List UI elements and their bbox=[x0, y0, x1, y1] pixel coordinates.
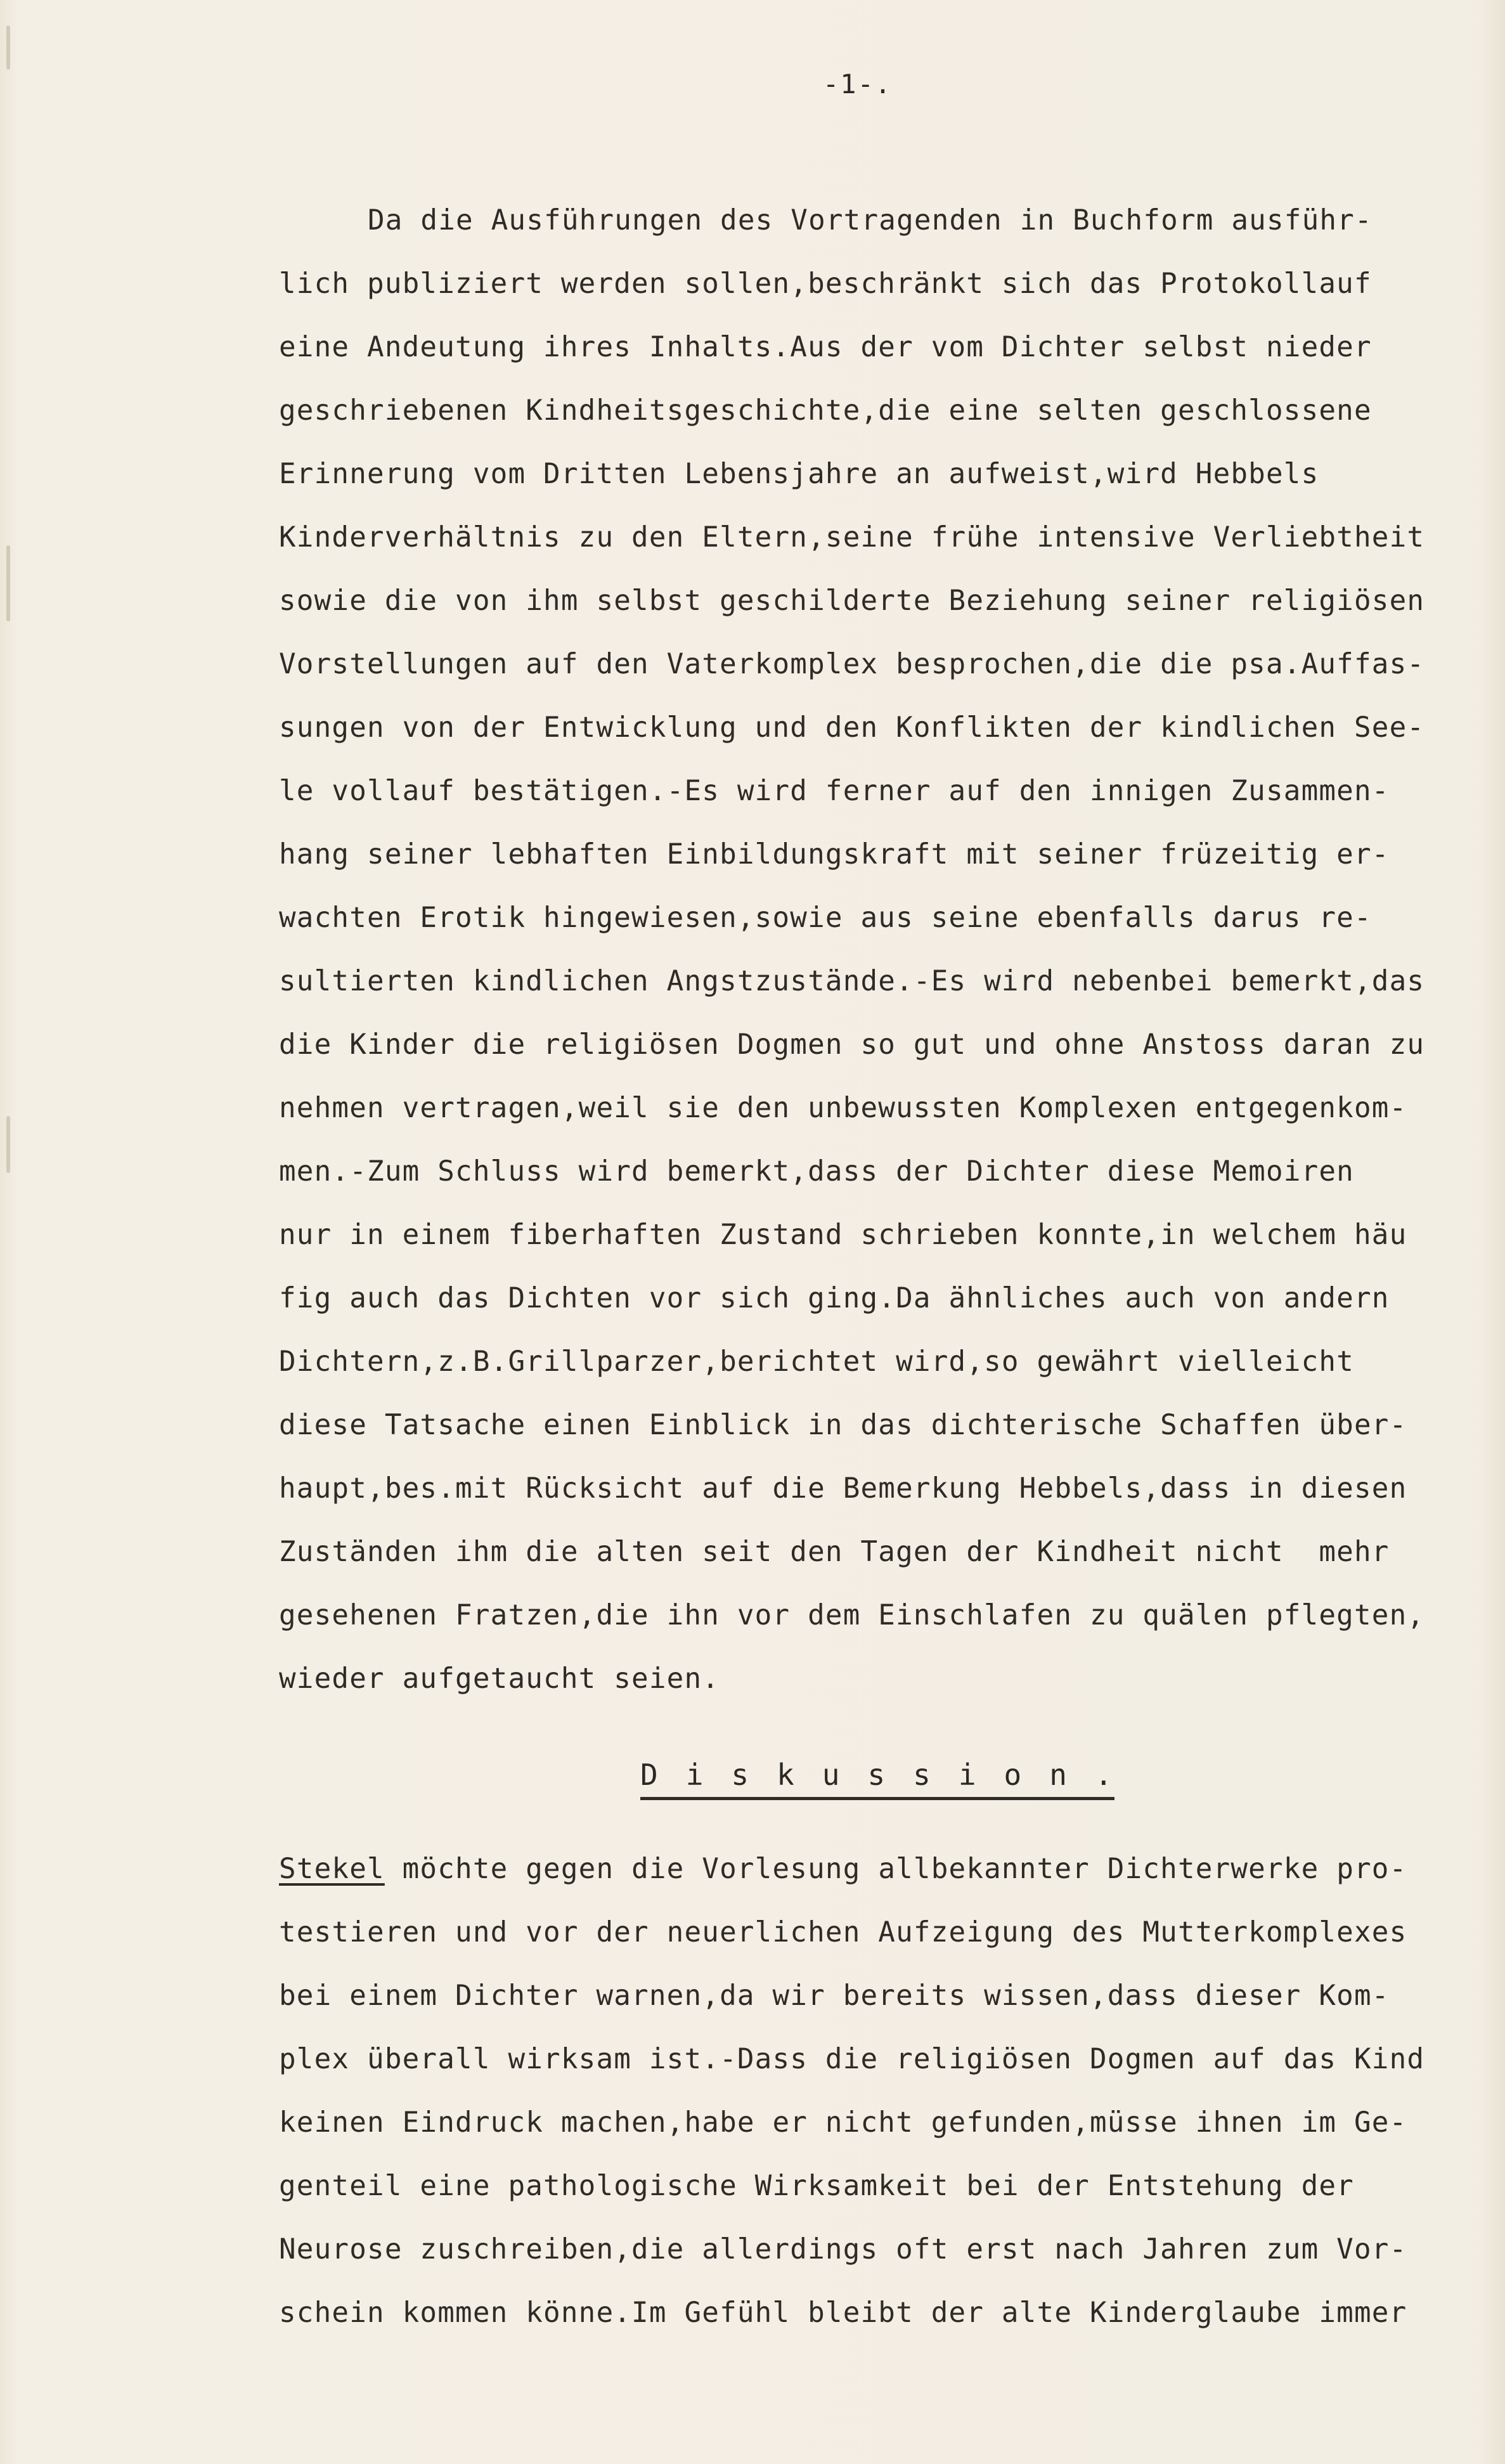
text-line: Erinnerung vom Dritten Lebensjahre an aufweist,wird Hebbels bbox=[279, 458, 1319, 490]
text-line bbox=[279, 1850, 1407, 1888]
speaker-name: Stekel bbox=[279, 1853, 385, 1885]
text-line: haupt,bes.mit Rücksicht auf die Bemerkung Hebbels,dass in diesen bbox=[279, 1472, 1407, 1505]
text-line: plex überall wirksam ist.-Dass die religiösen Dogmen auf das Kind bbox=[279, 2043, 1425, 2075]
text-line: schein kommen könne.Im Gefühl bleibt der alte Kinderglaube immer bbox=[279, 2297, 1407, 2329]
paper-edge-mark bbox=[6, 1116, 10, 1173]
page-number: -1-. bbox=[823, 68, 893, 100]
text-line: bei einem Dichter warnen,da wir bereits wissen,dass dieser Kom- bbox=[279, 1980, 1390, 2012]
text-line: Vorstellungen auf den Vaterkomplex besprochen,die die psa.Auffas- bbox=[279, 648, 1425, 680]
text-line: fig auch das Dichten vor sich ging.Da ähnliches auch von andern bbox=[279, 1282, 1390, 1314]
text-line: testieren und vor der neuerlichen Aufzeigung des Mutterkomplexes bbox=[279, 1916, 1407, 1949]
text-line: Dichtern,z.B.Grillparzer,berichtet wird,so gewährt vielleicht bbox=[279, 1345, 1354, 1378]
text-line: lich publiziert werden sollen,beschränkt sich das Protokollauf bbox=[279, 268, 1372, 300]
text-line: sungen von der Entwicklung und den Konflikten der kindlichen See- bbox=[279, 711, 1425, 744]
text-line: hang seiner lebhaften Einbildungskraft mit seiner früzeitig er- bbox=[279, 838, 1390, 871]
text-fragment: möchte gegen die Vorlesung allbekannter Dichterwerke pro- bbox=[384, 1853, 1407, 1885]
text-line: genteil eine pathologische Wirksamkeit bei der Entstehung der bbox=[279, 2170, 1354, 2202]
text-line: keinen Eindruck machen,habe er nicht gefunden,müsse ihnen im Ge- bbox=[279, 2106, 1407, 2139]
text-line: Zuständen ihm die alten seit den Tagen der Kindheit nicht mehr bbox=[279, 1536, 1390, 1568]
text-line: nur in einem fiberhaften Zustand schrieben konnte,in welchem häu bbox=[279, 1219, 1407, 1251]
paper-edge-mark bbox=[6, 545, 10, 621]
text-line: gesehenen Fratzen,die ihn vor dem Einschlafen zu quälen pflegten, bbox=[279, 1599, 1425, 1631]
text-line: men.-Zum Schluss wird bemerkt,dass der Dichter diese Memoiren bbox=[279, 1155, 1354, 1188]
text-line: Neurose zuschreiben,die allerdings oft erst nach Jahren zum Vor- bbox=[279, 2233, 1407, 2266]
heading-underline bbox=[640, 1797, 1114, 1800]
text-line: sultierten kindlichen Angstzustände.-Es wird nebenbei bemerkt,das bbox=[279, 965, 1425, 997]
text-line: wachten Erotik hingewiesen,sowie aus seine ebenfalls darus re- bbox=[279, 902, 1372, 934]
text-line: die Kinder die religiösen Dogmen so gut und ohne Anstoss daran zu bbox=[279, 1028, 1425, 1061]
text-line: geschriebenen Kindheitsgeschichte,die eine selten geschlossene bbox=[279, 394, 1372, 427]
text-line: Kinderverhältnis zu den Eltern,seine frühe intensive Verliebtheit bbox=[279, 521, 1425, 554]
text-line: diese Tatsache einen Einblick in das dichterische Schaffen über- bbox=[279, 1409, 1407, 1441]
text-line: eine Andeutung ihres Inhalts.Aus der vom Dichter selbst nieder bbox=[279, 331, 1372, 363]
text-line: Da die Ausführungen des Vortragenden in Buchform ausführ- bbox=[368, 204, 1373, 237]
text-line: wieder aufgetaucht seien. bbox=[279, 1663, 720, 1695]
paper-edge-mark bbox=[6, 25, 10, 70]
section-heading: Diskussion. bbox=[640, 1758, 1140, 1792]
text-line: le vollauf bestätigen.-Es wird ferner auf den innigen Zusammen- bbox=[279, 775, 1390, 807]
text-line: nehmen vertragen,weil sie den unbewussten Komplexen entgegenkom- bbox=[279, 1092, 1407, 1124]
text-line: sowie die von ihm selbst geschilderte Beziehung seiner religiösen bbox=[279, 585, 1425, 617]
